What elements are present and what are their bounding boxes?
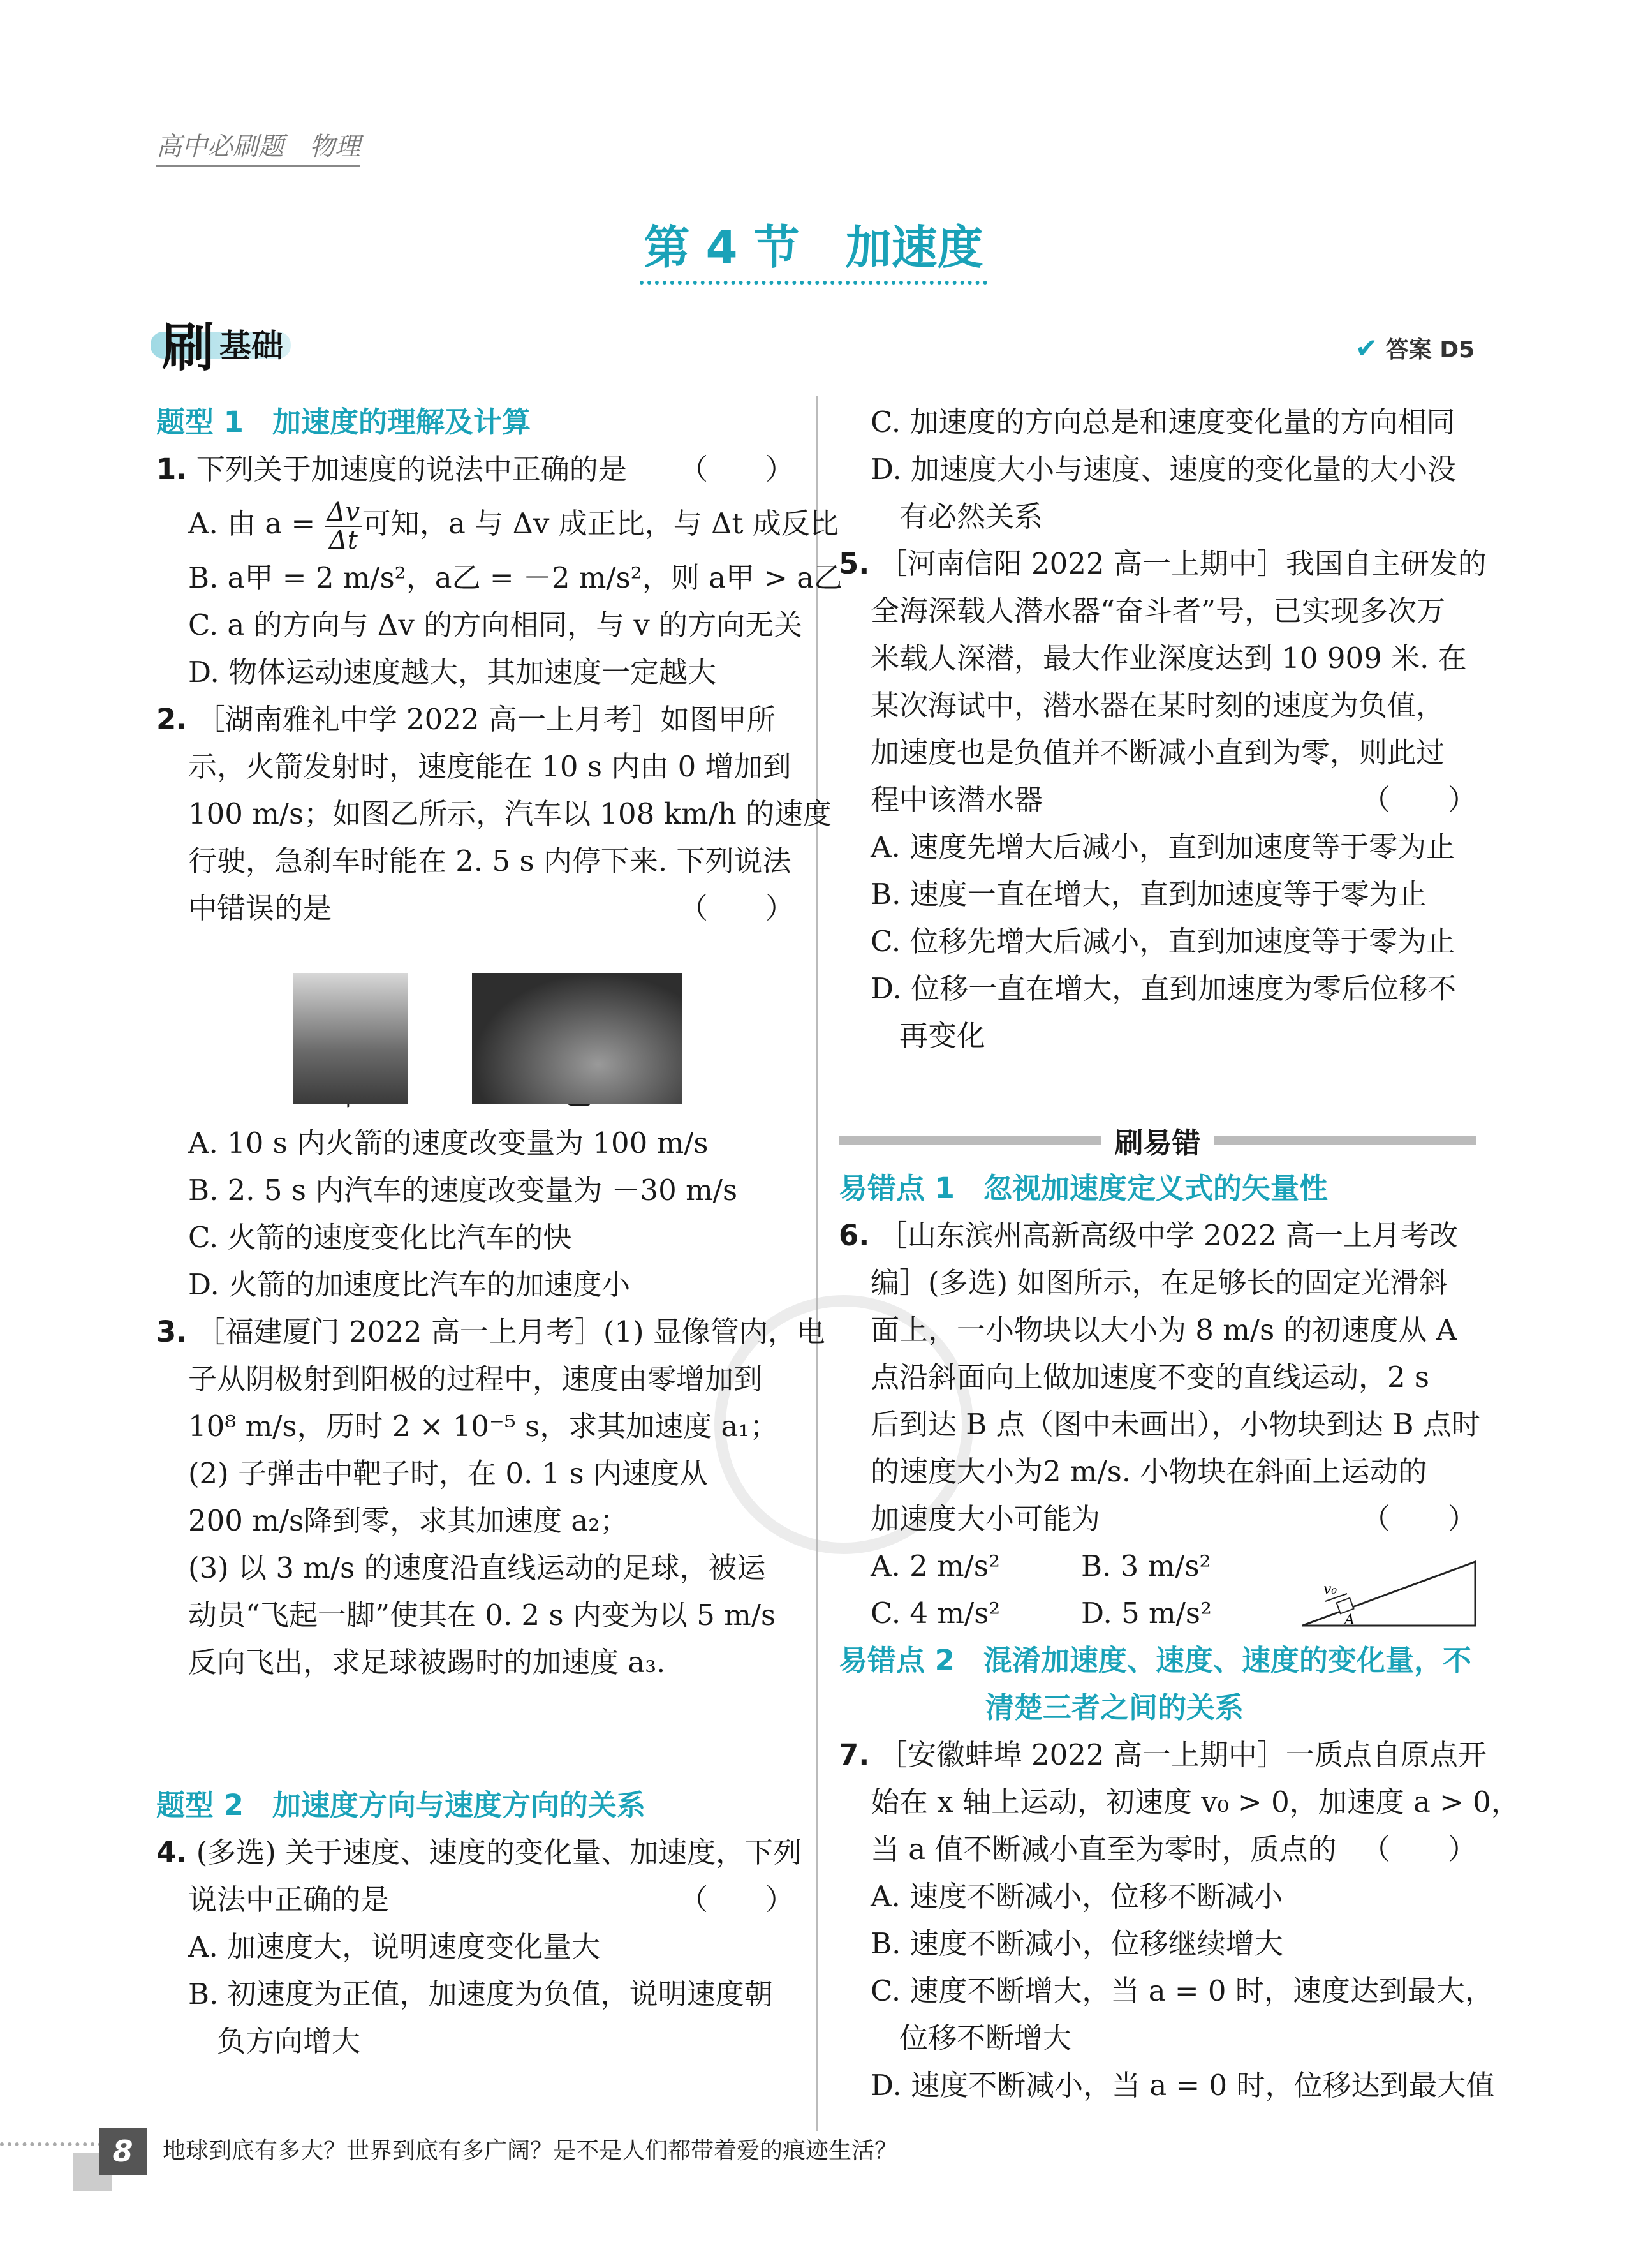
q5-option-d: D. 位移一直在增大，直到加速度为零后位移不 <box>871 972 1457 1005</box>
q1-option-b: B. a甲 = 2 m/s²，a乙 = －2 m/s²，则 a甲 > a乙 <box>188 561 843 595</box>
badge-small-text: 基础 <box>219 327 283 364</box>
error-point-heading: 易错点 1 忽视加速度定义式的矢量性 <box>839 1171 1328 1205</box>
q5-line: 米载人深潜，最大作业深度达到 10 909 米. 在 <box>871 641 1467 675</box>
q7-option-b: B. 速度不断减小，位移继续增大 <box>871 1927 1283 1960</box>
q5-option-d-cont: 再变化 <box>899 1019 986 1053</box>
question-6-stem: 6. ［山东滨州高新高级中学 2022 高一上月考改 <box>839 1219 1458 1252</box>
section-heading: 题型 1 加速度的理解及计算 <box>156 405 531 439</box>
question-1-stem: 1. 下列关于加速度的说法中正确的是 （ ） <box>156 452 794 486</box>
q2-option-a: A. 10 s 内火箭的速度改变量为 100 m/s <box>188 1126 709 1160</box>
question-2-stem: 2. ［湖南雅礼中学 2022 高一上月考］如图甲所 <box>156 702 776 736</box>
check-icon: ✔ <box>1355 332 1378 364</box>
q7-line: 始在 x 轴上运动，初速度 v₀ > 0，加速度 a > 0， <box>871 1785 1520 1819</box>
point-a-label: A <box>1344 1612 1355 1627</box>
q6-line: 的速度大小为2 m/s. 小物块在斜面上运动的 <box>871 1455 1427 1488</box>
q7-option-a: A. 速度不断减小，位移不断减小 <box>871 1879 1283 1913</box>
q2-option-b: B. 2. 5 s 内汽车的速度改变量为 －30 m/s <box>188 1173 738 1207</box>
question-3-stem: 3. ［福建厦门 2022 高一上月考］(1) 显像管内，电 <box>156 1315 825 1349</box>
q3-line: 200 m/s降到零，求其加速度 a₂； <box>188 1504 629 1538</box>
incline-figure <box>1301 1557 1476 1627</box>
q5-line: 某次海试中，潜水器在某时刻的速度为负值， <box>871 688 1445 722</box>
question-5-stem: 5. ［河南信阳 2022 高一上期中］我国自主研发的 <box>839 547 1487 581</box>
q3-line: (3) 以 3 m/s 的速度沿直线运动的足球，被运 <box>188 1551 766 1585</box>
fraction: $\frac{\Delta v}{\Delta t}$ <box>325 499 362 554</box>
q4-line: 说法中正确的是 （ ） <box>188 1883 794 1916</box>
rocket-photo <box>293 973 408 1104</box>
q3-line: 反向飞出，求足球被踢时的加速度 a₃. <box>188 1645 666 1679</box>
page-number: 8 <box>99 2128 147 2175</box>
q1-option-d: D. 物体运动速度越大，其加速度一定越大 <box>188 655 717 689</box>
q1-option-c: C. a 的方向与 Δv 的方向相同，与 v 的方向无关 <box>188 608 803 642</box>
right-column <box>839 399 1520 2109</box>
error-section-divider <box>839 1120 1476 1158</box>
q2-line: 示，火箭发射时，速度能在 10 s 内由 0 增加到 <box>188 750 791 783</box>
q7-option-d: D. 速度不断减小，当 a = 0 时，位移达到最大值 <box>871 2068 1495 2102</box>
q5-line: 程中该潜水器 （ ） <box>871 783 1476 817</box>
car-photo <box>472 973 682 1104</box>
q4-option-a: A. 加速度大，说明速度变化量大 <box>188 1930 601 1964</box>
v0-label: v₀ <box>1323 1582 1337 1597</box>
q4-option-d-cont: 有必然关系 <box>899 500 1043 533</box>
section-heading: 题型 2 加速度方向与速度方向的关系 <box>156 1788 645 1822</box>
q7-option-c: C. 速度不断增大，当 a = 0 时，速度达到最大， <box>871 1974 1494 2008</box>
answer-space <box>156 1686 794 1782</box>
q4-option-d: D. 加速度大小与速度、速度的变化量的大小没 <box>871 452 1457 486</box>
q5-line: 全海深载人潜水器“奋斗者”号，已实现多次万 <box>871 594 1446 628</box>
divider-label: 刷易错 <box>839 1120 1476 1161</box>
q3-line: 10⁸ m/s，历时 2 × 10⁻⁵ s，求其加速度 a₁； <box>188 1409 779 1443</box>
badge-basic <box>151 306 297 378</box>
q3-line: 动员“飞起一脚”使其在 0. 2 s 内变为以 5 m/s <box>188 1598 776 1632</box>
q7-option-c-cont: 位移不断增大 <box>899 2021 1072 2055</box>
left-column <box>156 399 843 2065</box>
question-7-stem: 7. ［安徽蚌埠 2022 高一上期中］一质点自原点开 <box>839 1738 1487 1772</box>
q2-line: 行驶，急刹车时能在 2. 5 s 内停下来. 下列说法 <box>188 844 791 878</box>
q3-line: 子从阴极射到阳极的过程中，速度由零增加到 <box>188 1362 763 1396</box>
answer-ref: ✔ 答案 D5 <box>1355 332 1475 364</box>
error-point-heading: 易错点 2 混淆加速度、速度、速度的变化量，不 <box>839 1643 1471 1677</box>
q5-option-a: A. 速度先增大后减小，直到加速度等于零为止 <box>871 830 1455 864</box>
column-divider <box>816 396 818 2131</box>
q6-options-cd: C. 4 m/s² D. 5 m/s² <box>871 1596 1212 1630</box>
q1-option-a: A. 由 a = $\frac{\Delta v}{\Delta t}$ 可知，a 与 Δv 成正比，与 Δt 成反比 <box>188 497 839 555</box>
q4-option-b: B. 初速度为正值，加速度为负值，说明速度朝 <box>188 1977 773 2011</box>
section-title: 第 4 节 加速度 <box>0 211 1627 277</box>
q2-option-c: C. 火箭的速度变化比汽车的快 <box>188 1220 572 1254</box>
q3-line: (2) 子弹击中靶子时，在 0. 1 s 内速度从 <box>188 1456 708 1490</box>
q5-option-b: B. 速度一直在增大，直到加速度等于零为止 <box>871 877 1427 911</box>
q6-line: 后到达 B 点（图中未画出），小物块到达 B 点时 <box>871 1407 1480 1441</box>
book-header: 高中必刷题 物理 <box>156 126 360 167</box>
q2-line: 100 m/s；如图乙所示，汽车以 108 km/h 的速度 <box>188 797 832 831</box>
q4-option-b-cont: 负方向增大 <box>217 2024 361 2058</box>
badge-big-char: 刷 <box>162 318 215 378</box>
q4-option-c: C. 加速度的方向总是和速度变化量的方向相同 <box>871 405 1455 439</box>
question-4-stem: 4. (多选) 关于速度、速度的变化量、加速度，下列 <box>156 1835 802 1869</box>
q2-option-d: D. 火箭的加速度比汽车的加速度小 <box>188 1268 631 1301</box>
q6-line: 编］(多选) 如图所示，在足够长的固定光滑斜 <box>871 1266 1448 1300</box>
q6-line: 点沿斜面向上做加速度不变的直线运动，2 s <box>871 1360 1430 1394</box>
block <box>1337 1598 1354 1613</box>
page-number-box <box>73 2128 150 2198</box>
q5-option-c: C. 位移先增大后减小，直到加速度等于零为止 <box>871 924 1455 958</box>
q2-line: 中错误的是 （ ） <box>188 891 794 925</box>
q7-line: 当 a 值不断减小直至为零时，质点的 （ ） <box>871 1832 1476 1866</box>
q6-line: 加速度大小可能为 （ ） <box>871 1502 1476 1536</box>
q6-options-ab: A. 2 m/s² B. 3 m/s² <box>871 1549 1211 1583</box>
footer-quote: 地球到底有多大？世界到底有多广阔？是不是人们都带着爱的痕迹生活？ <box>163 2138 898 2164</box>
q6-line: 面上，一小物块以大小为 8 m/s 的初速度从 A <box>871 1313 1457 1347</box>
q5-line: 加速度也是负值并不断减小直到为零，则此过 <box>871 736 1445 769</box>
error-point-heading-cont: 清楚三者之间的关系 <box>985 1691 1244 1724</box>
